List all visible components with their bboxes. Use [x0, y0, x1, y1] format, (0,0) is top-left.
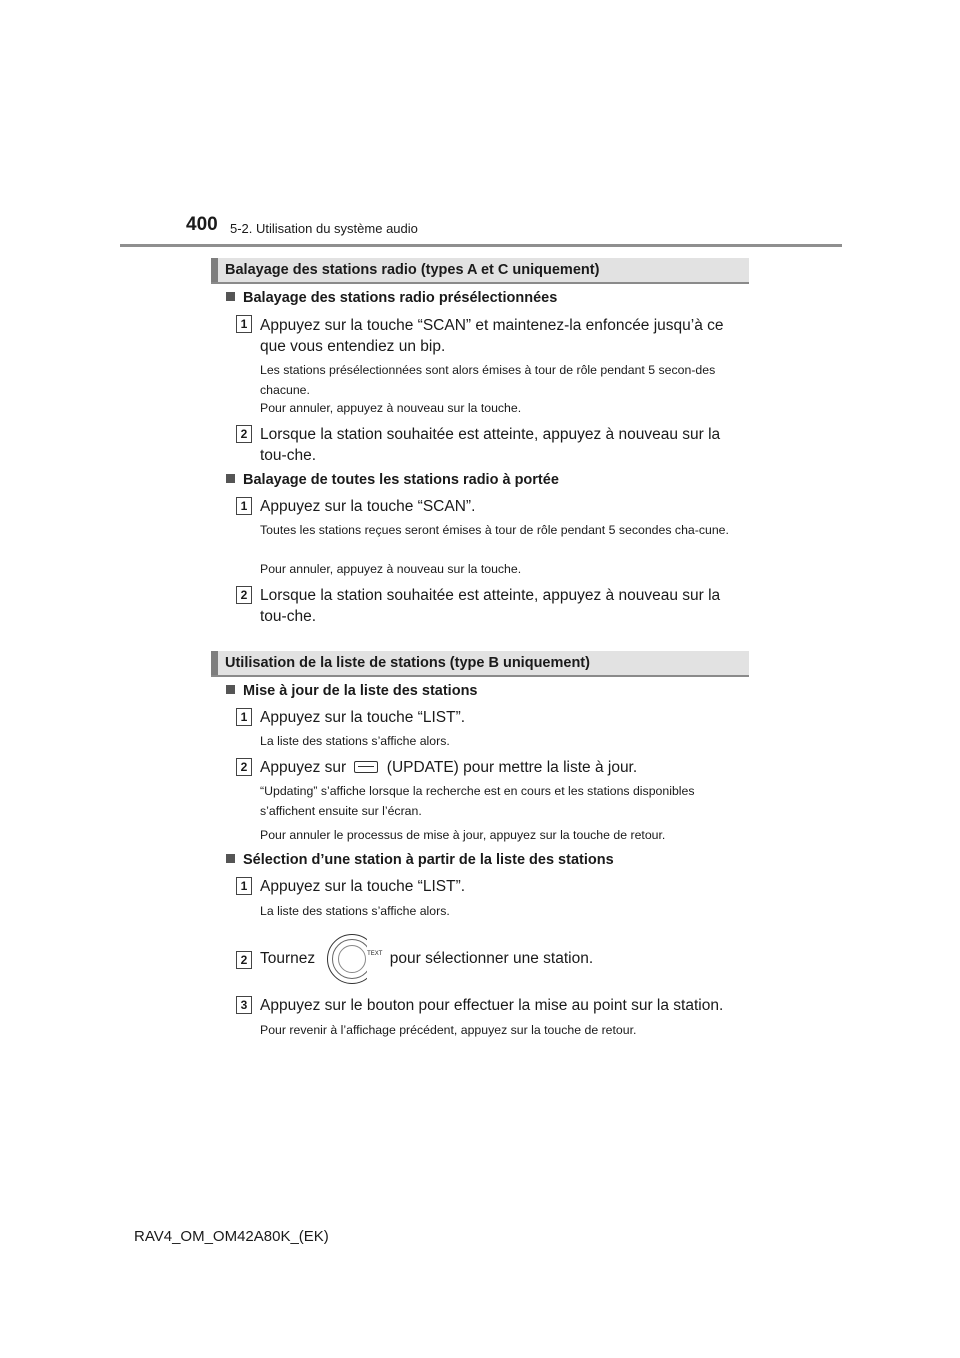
- step-number-1: 1: [236, 315, 252, 333]
- bullet-square-icon: [226, 854, 235, 863]
- note-text: Les stations présélectionnées sont alors émises à tour de rôle pendant 5 secon-des chacune.: [260, 363, 716, 397]
- step-number-1: 1: [236, 497, 252, 515]
- note-text: La liste des stations s’affiche alors.: [260, 734, 450, 748]
- bullet-square-icon: [226, 685, 235, 694]
- section-title-band-scan: [211, 258, 749, 284]
- step-number-3: 3: [236, 996, 252, 1014]
- step-text-update: Appuyez sur (UPDATE) pour mettre la liste à jour.: [260, 759, 638, 776]
- note-text: Pour annuler, appuyez à nouveau sur la touche.: [260, 562, 522, 576]
- section-title-list: Utilisation de la liste de stations (type B uniquement): [225, 655, 590, 671]
- step-number-2: 2: [236, 951, 252, 969]
- bullet-square-icon: [226, 474, 235, 483]
- subheading-list-update: Mise à jour de la liste des stations: [226, 683, 478, 699]
- section-title-accent: [211, 651, 218, 675]
- note-text: Pour annuler, appuyez à nouveau sur la touche.: [260, 401, 522, 415]
- section-title-accent: [211, 258, 218, 282]
- header-rule: [120, 244, 842, 247]
- step-text: Lorsque la station souhaitée est atteinte, appuyez à nouveau sur la tou-che.: [260, 587, 721, 625]
- step-text: Lorsque la station souhaitée est atteinte, appuyez à nouveau sur la tou-che.: [260, 426, 721, 464]
- section-title-scan: Balayage des stations radio (types A et C uniquement): [225, 262, 600, 278]
- update-key-icon: [354, 761, 378, 773]
- footer-code: RAV4_OM_OM42A80K_(EK): [134, 1228, 329, 1245]
- step-number-2: 2: [236, 425, 252, 443]
- step-number-2: 2: [236, 586, 252, 604]
- step-number-2: 2: [236, 758, 252, 776]
- tune-knob-icon: TEXT: [327, 934, 377, 984]
- step-text: Appuyez sur la touche “LIST”.: [260, 709, 466, 726]
- section-reference: 5-2. Utilisation du système audio: [230, 221, 418, 236]
- step-text: Appuyez sur la touche “SCAN”.: [260, 498, 476, 515]
- subheading-all-scan: Balayage de toutes les stations radio à portée: [226, 472, 559, 488]
- note-text: Pour revenir à l’affichage précédent, appuyez sur la touche de retour.: [260, 1023, 637, 1037]
- subheading-list-select: Sélection d’une station à partir de la liste des stations: [226, 852, 614, 868]
- step-text: Appuyez sur la touche “SCAN” et maintenez-la enfoncée jusqu’à ce que vous entendiez un bip.: [260, 317, 724, 355]
- step-number-1: 1: [236, 708, 252, 726]
- step-text-tune: Tournez TEXT pour sélectionner une station.: [260, 926, 750, 992]
- note-text: Toutes les stations reçues seront émises à tour de rôle pendant 5 secondes cha-cune.: [260, 523, 729, 537]
- step-text: Appuyez sur la touche “LIST”.: [260, 878, 466, 895]
- note-text: La liste des stations s’affiche alors.: [260, 904, 450, 918]
- subheading-preset-scan: Balayage des stations radio présélectionnées: [226, 290, 557, 306]
- section-title-band-list: [211, 651, 749, 677]
- note-text: Pour annuler le processus de mise à jour, appuyez sur la touche de retour.: [260, 828, 666, 842]
- step-text: Appuyez sur le bouton pour effectuer la mise au point sur la station.: [260, 997, 724, 1014]
- step-number-1: 1: [236, 877, 252, 895]
- page-number: 400: [186, 214, 218, 235]
- bullet-square-icon: [226, 292, 235, 301]
- note-text: “Updating” s’affiche lorsque la recherche est en cours et les stations disponibles s’affichent ensuite sur l’écran.: [260, 784, 695, 818]
